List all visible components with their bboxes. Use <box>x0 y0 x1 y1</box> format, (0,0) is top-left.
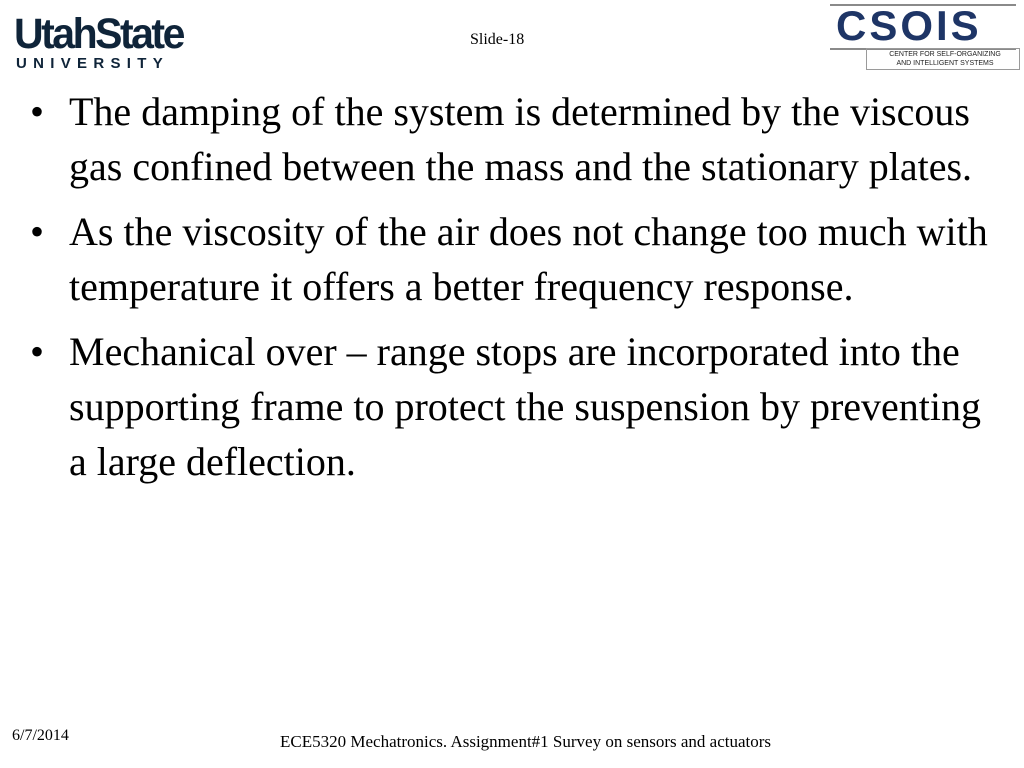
bullet-marker: • <box>30 329 45 374</box>
university-logo-wordmark: UtahState <box>14 8 183 58</box>
slide-number: Slide-18 <box>470 31 525 48</box>
csois-tagline-line1: CENTER FOR SELF-ORGANIZING <box>889 51 1001 58</box>
bullet-marker: • <box>30 89 45 134</box>
csois-tagline-line2: AND INTELLIGENT SYSTEMS <box>896 60 994 67</box>
bullet-item <box>25 204 1000 314</box>
csois-logo-tagline <box>870 50 1020 68</box>
bullet-marker: • <box>30 209 45 254</box>
bullet-item <box>25 324 1000 489</box>
university-logo-subtitle: UNIVERSITY <box>16 55 170 72</box>
utah-state-university-logo <box>14 10 200 72</box>
bullet-text: Mechanical over – range stops are incorporated into the supporting frame to protect the suspension by preventing a large deflection. <box>69 329 982 484</box>
footer-date: 6/7/2014 <box>12 727 69 744</box>
bullet-item <box>25 84 1000 194</box>
footer-title: ECE5320 Mechatronics. Assignment#1 Survey on sensors and actuators <box>280 732 772 751</box>
bullet-text: The damping of the system is determined by the viscous gas confined between the mass and the stationary plates. <box>69 89 973 189</box>
csois-logo-wordmark: CSOIS <box>836 2 982 49</box>
bullet-text: As the viscosity of the air does not change too much with temperature it offers a better frequency response. <box>69 209 988 309</box>
slide-bullet-list <box>25 84 1000 499</box>
csois-logo <box>830 4 1020 70</box>
